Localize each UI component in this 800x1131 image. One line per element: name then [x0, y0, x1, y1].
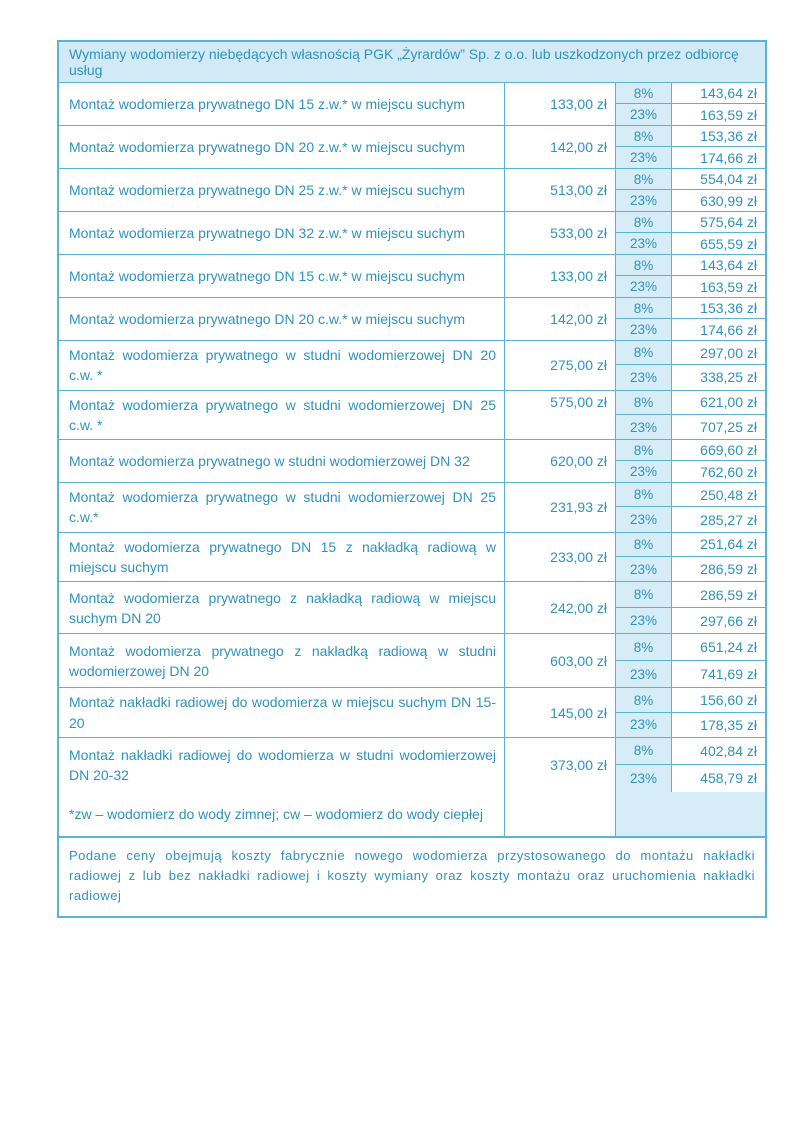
vat-rate-cell: 23% — [616, 765, 672, 792]
service-description: Montaż wodomierza prywatnego w studni wodomierzowej DN 32 — [69, 453, 470, 470]
net-price-cell: 145,00 zł — [505, 688, 616, 737]
service-description: Montaż wodomierza prywatnego z nakładką radiową w miejscu suchym DN 20 — [69, 589, 496, 626]
vat-rate-cell: 8% — [616, 634, 672, 661]
vat-rate-cell: 8% — [616, 738, 672, 765]
vat-rate-cell: 23% — [616, 713, 672, 737]
table-row — [59, 533, 765, 583]
net-price-cell: 242,00 zł — [505, 582, 616, 633]
service-description-cell — [59, 126, 505, 168]
net-price-cell: 233,00 zł — [505, 533, 616, 582]
gross-price-cell: 286,59 zł — [672, 582, 765, 608]
table-header-row — [59, 42, 765, 83]
service-description: Montaż wodomierza prywatnego w studni wodomierzowej DN 25 c.w.* — [69, 489, 496, 526]
gross-price-cell: 163,59 zł — [700, 278, 757, 295]
table-row — [59, 391, 765, 441]
vat-rate-cell: 23% — [616, 507, 672, 531]
table-title: Wymiany wodomierzy niebędących własnością PGK „Żyrardów” Sp. z o.o. lub uszkodzonych przez odbiorcę usług — [69, 46, 739, 78]
service-description-cell — [59, 212, 505, 254]
table-body — [59, 83, 765, 792]
gross-price-cell: 174,66 zł — [700, 321, 757, 338]
net-price-cell: 133,00 zł — [505, 255, 616, 297]
footnote-cell — [59, 792, 505, 836]
gross-price-cell: 297,66 zł — [700, 612, 757, 629]
vat-rate-cell: 23% — [616, 661, 672, 688]
gross-price-cell: 178,35 zł — [700, 716, 757, 733]
table-row — [59, 255, 765, 298]
price-table — [57, 40, 767, 838]
vat-rate-cell: 8% — [616, 688, 672, 712]
vat-rate-cell: 23% — [616, 147, 672, 168]
vat-rate-cell: 8% — [616, 255, 672, 276]
gross-price-cell: 707,25 zł — [700, 419, 757, 436]
table-row — [59, 688, 765, 738]
gross-price-cell: 250,48 zł — [672, 483, 765, 507]
gross-price-cell: 251,64 zł — [672, 533, 765, 557]
gross-price-cell: 143,64 zł — [672, 83, 765, 104]
vat-rate-cell: 8% — [616, 391, 672, 415]
gross-price-cell: 163,59 zł — [700, 106, 757, 123]
gross-price-cell: 655,59 zł — [700, 235, 757, 252]
vat-subgrid — [616, 738, 765, 792]
vat-subgrid — [616, 83, 765, 125]
vat-subgrid — [616, 298, 765, 340]
gross-price-cell: 762,60 zł — [700, 463, 757, 480]
vat-subgrid — [616, 341, 765, 390]
vat-rate-cell: 23% — [616, 415, 672, 439]
service-description: Montaż wodomierza prywatnego DN 15 c.w.* w miejscu suchym — [69, 267, 466, 284]
service-description: Montaż wodomierza prywatnego DN 20 c.w.* w miejscu suchym — [69, 310, 466, 327]
service-description-cell — [59, 341, 505, 390]
table-row — [59, 738, 765, 792]
vat-subgrid — [616, 483, 765, 532]
net-price-cell: 275,00 zł — [505, 341, 616, 390]
gross-price-cell: 630,99 zł — [700, 192, 757, 209]
merged-blank-cell — [616, 792, 765, 836]
gross-price-cell: 669,60 zł — [672, 440, 765, 461]
service-description: Montaż wodomierza prywatnego w studni wodomierzowej DN 20 c.w. * — [69, 347, 496, 384]
gross-price-cell: 554,04 zł — [672, 169, 765, 190]
vat-rate-cell: 23% — [616, 104, 672, 125]
vat-subgrid — [616, 391, 765, 440]
vat-subgrid — [616, 212, 765, 254]
gross-price-cell: 153,36 zł — [672, 126, 765, 147]
service-description-cell — [59, 582, 505, 633]
service-description-cell — [59, 440, 505, 482]
table-row — [59, 341, 765, 391]
net-price-cell: 133,00 zł — [505, 83, 616, 125]
vat-subgrid — [616, 126, 765, 168]
gross-price-cell: 153,36 zł — [672, 298, 765, 319]
vat-rate-cell: 8% — [616, 582, 672, 608]
gross-price-cell: 285,27 zł — [700, 511, 757, 528]
service-description: Montaż wodomierza prywatnego DN 15 z nakładką radiową w miejscu suchym — [69, 538, 496, 576]
gross-price-cell: 297,00 zł — [672, 341, 765, 365]
service-description-cell — [59, 169, 505, 211]
empty-net-cell — [505, 792, 616, 836]
vat-subgrid — [616, 634, 765, 687]
net-price-cell: 603,00 zł — [505, 634, 616, 687]
service-description: Montaż nakładki radiowej do wodomierza w studni wodomierzowej DN 20-32 — [69, 746, 496, 783]
table-row — [59, 83, 765, 126]
service-description: Montaż wodomierza prywatnego DN 32 z.w.* w miejscu suchym — [69, 224, 466, 241]
vat-rate-cell: 8% — [616, 298, 672, 319]
vat-rate-cell: 23% — [616, 608, 672, 634]
vat-rate-cell: 8% — [616, 440, 672, 461]
vat-subgrid — [616, 169, 765, 211]
table-row — [59, 169, 765, 212]
footnote-row — [59, 792, 765, 836]
net-price-cell: 231,93 zł — [505, 483, 616, 532]
gross-price-cell: 174,66 zł — [700, 149, 757, 166]
vat-rate-cell: 23% — [616, 557, 672, 581]
net-price-cell: 575,00 zł — [505, 391, 616, 440]
gross-price-cell: 338,25 zł — [700, 369, 757, 386]
net-price-cell: 142,00 zł — [505, 126, 616, 168]
service-description-cell — [59, 688, 505, 737]
vat-rate-cell: 8% — [616, 533, 672, 557]
price-list — [57, 40, 767, 918]
vat-rate-cell: 8% — [616, 212, 672, 233]
table-row — [59, 634, 765, 688]
vat-rate-cell: 23% — [616, 461, 672, 482]
gross-price-cell: 741,69 zł — [700, 666, 757, 683]
table-row — [59, 212, 765, 255]
note-box — [57, 836, 767, 918]
gross-price-cell: 286,59 zł — [700, 561, 757, 578]
gross-price-cell: 621,00 zł — [672, 391, 765, 415]
gross-price-cell: 143,64 zł — [672, 255, 765, 276]
vat-rate-cell: 23% — [616, 233, 672, 254]
service-description: Montaż wodomierza prywatnego DN 25 z.w.* w miejscu suchym — [69, 181, 466, 198]
gross-price-cell: 402,84 zł — [672, 738, 765, 765]
table-row — [59, 582, 765, 634]
note-text: Podane ceny obejmują koszty fabrycznie nowego wodomierza przystosowanego do montażu nakładki radiowej z lub bez nakładki radiowej i koszty wymiany oraz koszty montażu oraz uruchomienia nakładki radiowej — [69, 847, 755, 904]
vat-rate-cell: 8% — [616, 126, 672, 147]
table-row — [59, 440, 765, 483]
table-row — [59, 298, 765, 341]
service-description-cell — [59, 634, 505, 687]
net-price-cell: 620,00 zł — [505, 440, 616, 482]
gross-price-cell: 156,60 zł — [672, 688, 765, 712]
vat-subgrid — [616, 688, 765, 737]
gross-price-cell: 651,24 zł — [672, 634, 765, 661]
service-description-cell — [59, 83, 505, 125]
service-description: Montaż wodomierza prywatnego DN 15 z.w.* w miejscu suchym — [69, 95, 466, 112]
gross-price-cell: 575,64 zł — [672, 212, 765, 233]
vat-rate-cell: 8% — [616, 483, 672, 507]
net-price-cell: 533,00 zł — [505, 212, 616, 254]
vat-subgrid — [616, 533, 765, 582]
vat-rate-cell: 8% — [616, 83, 672, 104]
vat-rate-cell: 8% — [616, 169, 672, 190]
vat-rate-cell: 23% — [616, 276, 672, 297]
service-description: Montaż wodomierza prywatnego w studni wodomierzowej DN 25 c.w. * — [69, 396, 496, 433]
vat-subgrid — [616, 440, 765, 482]
net-price-cell: 513,00 zł — [505, 169, 616, 211]
service-description-cell — [59, 483, 505, 532]
service-description-cell — [59, 255, 505, 297]
vat-rate-cell: 23% — [616, 365, 672, 389]
net-price-cell: 373,00 zł — [505, 738, 616, 792]
footnote-text: *zw – wodomierz do wody zimnej; cw – wodomierz do wody ciepłej — [69, 805, 483, 822]
vat-rate-cell: 8% — [616, 341, 672, 365]
table-row — [59, 126, 765, 169]
service-description-cell — [59, 391, 505, 440]
net-price-cell: 142,00 zł — [505, 298, 616, 340]
service-description-cell — [59, 298, 505, 340]
vat-subgrid — [616, 255, 765, 297]
service-description-cell — [59, 738, 505, 792]
service-description: Montaż nakładki radiowej do wodomierza w miejscu suchym DN 15-20 — [69, 694, 496, 731]
table-row — [59, 483, 765, 533]
service-description-cell — [59, 533, 505, 582]
vat-subgrid — [616, 582, 765, 633]
service-description: Montaż wodomierza prywatnego z nakładką radiową w studni wodomierzowej DN 20 — [69, 642, 496, 679]
gross-price-cell: 458,79 zł — [700, 770, 757, 787]
vat-rate-cell: 23% — [616, 319, 672, 340]
service-description: Montaż wodomierza prywatnego DN 20 z.w.* w miejscu suchym — [69, 138, 466, 155]
vat-rate-cell: 23% — [616, 190, 672, 211]
